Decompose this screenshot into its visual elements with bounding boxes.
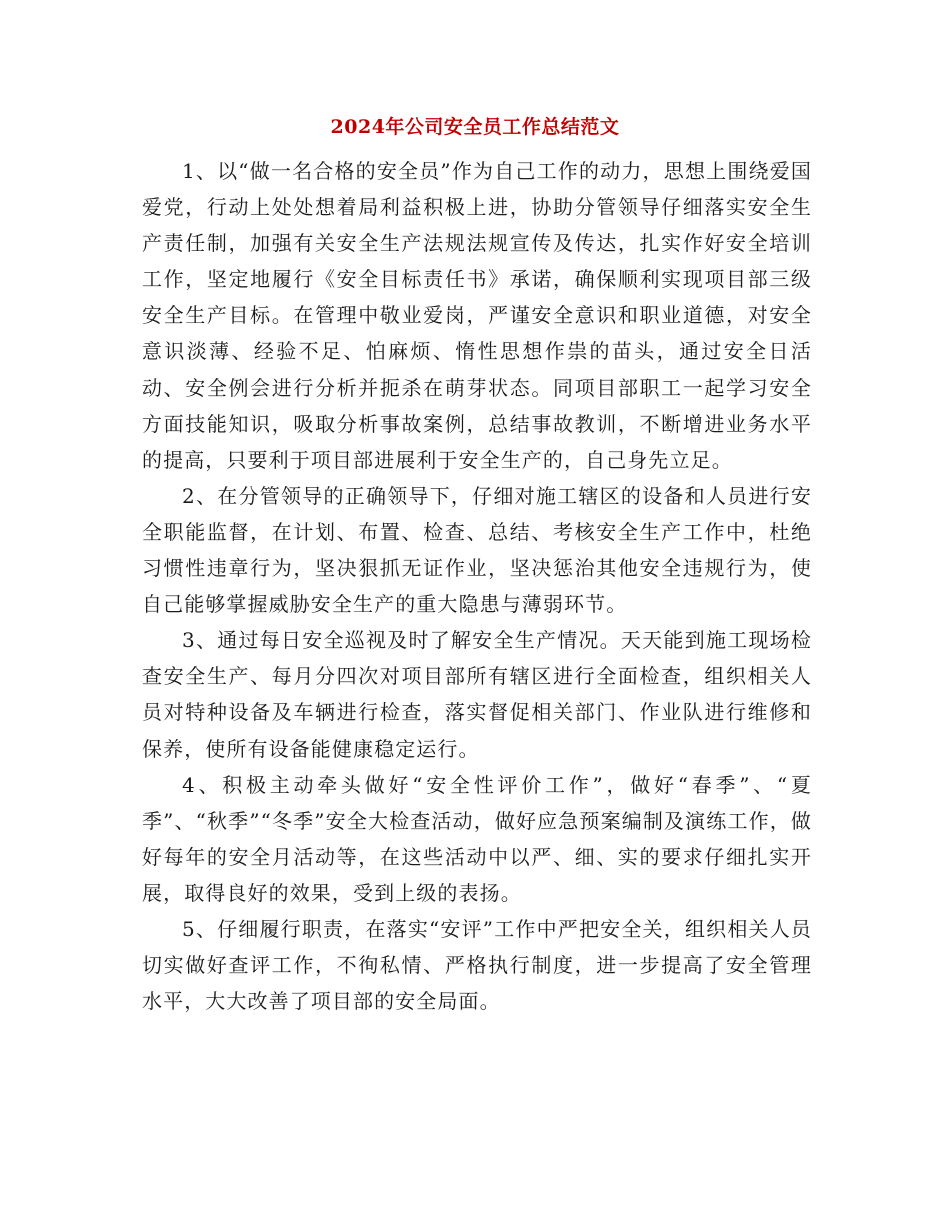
document-body (142, 153, 812, 1019)
paragraph-3: 3、通过每日安全巡视及时了解安全生产情况。天天能到施工现场检查安全生产、每月分四次对项目部所有辖区进行全面检查，组织相关人员对特种设备及车辆进行检查，落实督促相关部门、作业队进行维修和保养，使所有设备能健康稳定运行。 (142, 628, 812, 761)
paragraph-4: 4、积极主动牵头做好“安全性评价工作”，做好“春季”、“夏季”、“秋季”“冬季”安全大检查活动，做好应急预案编制及演练工作，做好每年的安全月活动等，在这些活动中以严、细、实的要求仔细扎实开展，取得良好的效果，受到上级的表扬。 (142, 772, 812, 905)
paragraph-5: 5、仔细履行职责，在落实“安评”工作中严把安全关，组织相关人员切实做好查评工作，不徇私情、严格执行制度，进一步提高了安全管理水平，大大改善了项目部的安全局面。 (142, 916, 812, 1014)
document-title: 2024年公司安全员工作总结范文 (330, 116, 620, 138)
paragraph-2: 2、在分管领导的正确领导下，仔细对施工辖区的设备和人员进行安全职能监督，在计划、布置、检查、总结、考核安全生产工作中，杜绝习惯性违章行为，坚决狠抓无证作业，坚决惩治其他安全违规行为，使自己能够掌握威胁安全生产的重大隐患与薄弱环节。 (142, 483, 812, 617)
paragraph-1: 1、以“做一名合格的安全员”作为自己工作的动力，思想上围绕爱国爱党，行动上处处想着局利益积极上进，协助分管领导仔细落实安全生产责任制，加强有关安全生产法规法规宣传及传达，扎实作好安全培训工作，坚定地履行《安全目标责任书》承诺，确保顺利实现项目部三级安全生产目标。在管理中敬业爱岗，严谨安全意识和职业道德，对安全意识淡薄、经验不足、怕麻烦、惰性思想作祟的苗头，通过安全日活动、安全例会进行分析并扼杀在萌芽状态。同项目部职工一起学习安全方面技能知识，吸取分析事故案例，总结事故教训，不断增进业务水平的提高，只要利于项目部进展利于安全生产的，自己身先立足。 (142, 159, 812, 472)
